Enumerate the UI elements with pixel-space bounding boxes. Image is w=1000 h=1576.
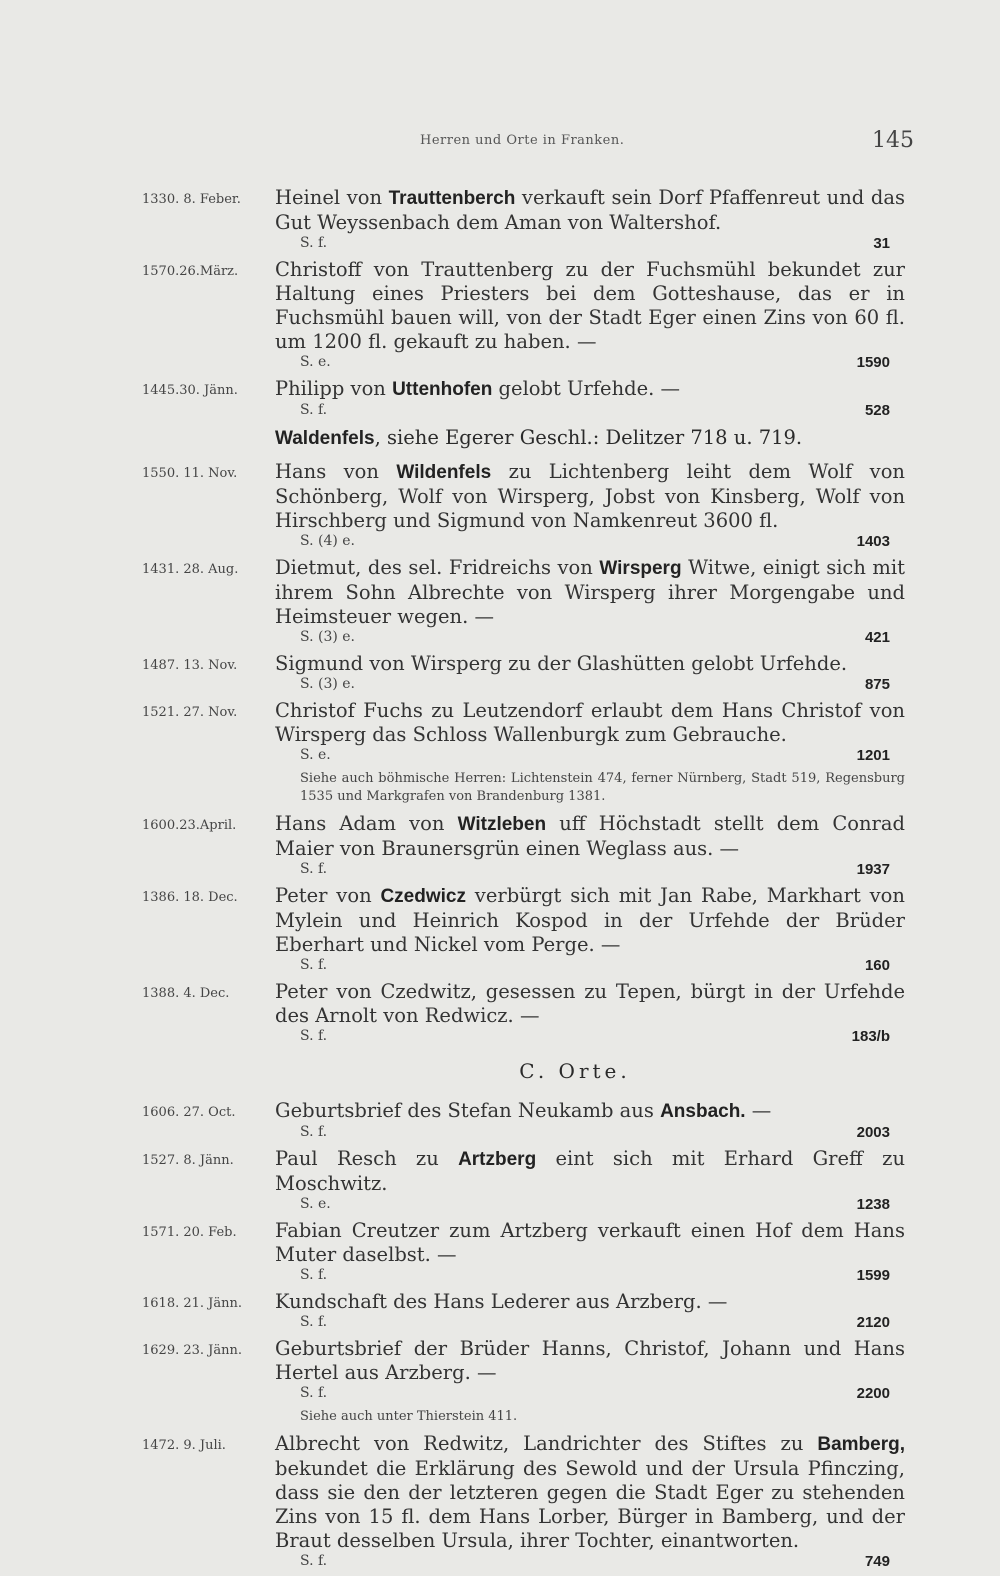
document-number: 31 <box>873 235 890 252</box>
entry-text-pre: Kundschaft des Hans Lederer aus Arzberg. — <box>275 1290 728 1313</box>
regest-entry <box>0 699 1000 764</box>
entry-text-pre: Christof Fuchs zu Leutzendorf erlaubt dem Hans Christof von Wirsperg das Schloss Wallenburgk zum Gebrauche. <box>275 699 905 746</box>
entry-text-post: zu Lichtenberg leiht dem Wolf von Schönberg, Wolf von Wirsperg, Jobst von Kinsberg, Wolf von Hirschberg und Sigmund von Namkenreut 3600 fl. <box>275 460 905 532</box>
document-number: 528 <box>864 402 890 419</box>
entry-text <box>275 1432 905 1553</box>
entry-text <box>275 1219 905 1267</box>
regest-entry <box>0 1147 1000 1213</box>
seal-abbreviation: S. (3) e. <box>300 676 356 692</box>
entry-text-pre: Geburtsbrief des Stefan Neukamb aus <box>275 1099 661 1122</box>
entry-text-pre: Geburtsbrief der Brüder Hanns, Christof, Johann und Hans Hertel aus Arzberg. — <box>275 1337 905 1384</box>
entry-text-pre: Hans Adam von <box>275 812 458 835</box>
document-number: 2120 <box>856 1314 890 1331</box>
entry-keyword: Ansbach. <box>660 1101 746 1122</box>
entry-keyword: Czedwicz <box>380 886 466 907</box>
document-number: 2003 <box>856 1124 890 1141</box>
entry-date: 1472. 9. Juli. <box>142 1438 226 1453</box>
document-number: 2200 <box>856 1385 890 1402</box>
seal-reference <box>300 747 890 764</box>
regest-entry <box>0 1432 1000 1570</box>
entry-date: 1487. 13. Nov. <box>142 658 238 673</box>
seal-reference <box>300 402 890 419</box>
entry-text-post: Witwe, einigt sich mit ihrem Sohn Albrechte von Wirsperg ihrer Morgengabe und Heimsteuer wegen. — <box>275 556 905 628</box>
waldenfels-name: Waldenfels <box>275 428 375 449</box>
entry-text <box>275 1147 905 1196</box>
regest-entry <box>0 1219 1000 1284</box>
entry-text <box>275 258 905 354</box>
entry-text <box>275 556 905 629</box>
regest-entry <box>0 980 1000 1045</box>
entry-text <box>275 1290 905 1314</box>
seal-abbreviation: S. f. <box>300 957 328 973</box>
seal-abbreviation: S. f. <box>300 1314 328 1330</box>
entry-text <box>275 884 905 957</box>
entry-date: 1330. 8. Feber. <box>142 192 241 207</box>
entry-text-post: uff Höchstadt stellt dem Conrad Maier von Braunersgrün einen Weglass aus. — <box>275 812 905 860</box>
entry-text-pre: Peter von <box>275 884 381 907</box>
page-number: 145 <box>872 128 914 153</box>
entry-text-pre: Hans von <box>275 460 397 483</box>
seal-reference <box>300 1385 890 1402</box>
seal-reference <box>300 1124 890 1141</box>
seal-abbreviation: S. f. <box>300 402 328 418</box>
seal-abbreviation: S. e. <box>300 747 331 763</box>
entry-keyword: Uttenhofen <box>392 379 493 400</box>
regest-entry <box>0 652 1000 693</box>
seal-abbreviation: S. f. <box>300 1124 328 1140</box>
seal-abbreviation: S. f. <box>300 1267 328 1283</box>
entry-date: 1386. 18. Dec. <box>142 890 238 905</box>
entry-date: 1570.26.März. <box>142 264 239 279</box>
entry-keyword: Trauttenberch <box>388 188 516 209</box>
entry-keyword: Witzleben <box>457 814 547 835</box>
document-number: 160 <box>864 957 890 974</box>
entry-text-post: — <box>745 1099 772 1122</box>
entry-text-post: verbürgt sich mit Jan Rabe, Markhart von Mylein und Heinrich Kospod in der Urfehde der Brüder Eberhart und Nickel vom Perge. — <box>275 884 905 956</box>
seal-reference <box>300 1028 890 1045</box>
seal-abbreviation: S. e. <box>300 354 331 370</box>
document-number: 421 <box>864 629 890 646</box>
page-content <box>0 186 1000 1576</box>
entries-herren-b <box>0 460 1000 764</box>
regest-entry <box>0 1337 1000 1402</box>
entry-text <box>275 652 905 676</box>
document-number: 1238 <box>856 1196 890 1213</box>
document-number: 1403 <box>856 533 890 550</box>
entry-text-pre: Christoff von Trauttenberg zu der Fuchsmühl bekundet zur Haltung eines Priesters bei dem Gotteshause, das er in Fuchsmühl bauen will, von der Stadt Eger einen Zins von 60 fl. um 1200 fl. gekauft zu haben. — <box>275 258 905 353</box>
entries-herren-c <box>0 812 1000 1045</box>
regest-entry <box>0 1099 1000 1141</box>
regest-entry <box>0 812 1000 878</box>
entry-text-pre: Albrecht von Redwitz, Landrichter des Stiftes zu <box>275 1432 818 1455</box>
entry-date: 1431. 28. Aug. <box>142 562 239 577</box>
entry-text <box>275 980 905 1028</box>
entry-text <box>275 812 905 861</box>
regest-entry <box>0 556 1000 646</box>
seal-reference <box>300 235 890 252</box>
seal-abbreviation: S. f. <box>300 1028 328 1044</box>
entry-text-pre: Philipp von <box>275 377 393 400</box>
document-number: 875 <box>864 676 890 693</box>
document-number: 183/b <box>851 1028 890 1045</box>
regest-entry <box>0 377 1000 419</box>
entry-text-pre: Dietmut, des sel. Fridreichs von <box>275 556 600 579</box>
seal-abbreviation: S. f. <box>300 1553 328 1569</box>
entry-text <box>275 699 905 747</box>
seal-reference <box>300 533 890 550</box>
entries-orte-b <box>0 1432 1000 1570</box>
cross-reference-note-2: Siehe auch unter Thierstein 411. <box>300 1409 518 1424</box>
seal-reference <box>300 354 890 371</box>
document-number: 749 <box>864 1553 890 1570</box>
entry-text <box>275 186 905 235</box>
entries-herren-a <box>0 186 1000 419</box>
seal-reference <box>300 861 890 878</box>
document-number: 1599 <box>856 1267 890 1284</box>
seal-reference <box>300 629 890 646</box>
entry-keyword: Wildenfels <box>396 462 492 483</box>
entry-text-pre: Paul Resch zu <box>275 1147 459 1170</box>
cross-reference-note: Siehe auch böhmische Herren: Lichtenstein 474, ferner Nürnberg, Stadt 519, Regensburg 1535 und Markgrafen von Brandenburg 1381. <box>300 771 905 804</box>
entry-date: 1600.23.April. <box>142 818 237 833</box>
section-title: C. Orte. <box>519 1059 631 1083</box>
entry-text-pre: Fabian Creutzer zum Artzberg verkauft einen Hof dem Hans Muter daselbst. — <box>275 1219 905 1266</box>
document-number: 1937 <box>856 861 890 878</box>
entry-text <box>275 377 905 402</box>
entry-keyword: Wirsperg <box>599 558 682 579</box>
seal-reference <box>300 676 890 693</box>
seal-reference <box>300 1196 890 1213</box>
entry-date: 1618. 21. Jänn. <box>142 1296 242 1311</box>
entry-text-post: eint sich mit Erhard Greff zu Moschwitz. <box>275 1147 905 1195</box>
entry-text-pre: Sigmund von Wirsperg zu der Glashütten gelobt Urfehde. <box>275 652 848 675</box>
entry-text <box>275 460 905 533</box>
entry-text-pre: Heinel von <box>275 186 389 209</box>
seal-abbreviation: S. (4) e. <box>300 533 356 549</box>
entry-date: 1527. 8. Jänn. <box>142 1153 234 1168</box>
regest-entry <box>0 460 1000 550</box>
entry-text-post: verkauft sein Dorf Pfaffenreut und das Gut Weyssenbach dem Aman von Waltershof. <box>275 186 905 234</box>
entry-text-post: gelobt Urfehde. — <box>492 377 681 400</box>
seal-reference <box>300 1553 890 1570</box>
entry-date: 1521. 27. Nov. <box>142 705 238 720</box>
regest-entry <box>0 884 1000 974</box>
entry-keyword: Bamberg, <box>817 1434 905 1455</box>
seal-reference <box>300 957 890 974</box>
entry-date: 1388. 4. Dec. <box>142 986 230 1001</box>
entry-date: 1571. 20. Feb. <box>142 1225 237 1240</box>
seal-reference <box>300 1314 890 1331</box>
document-number: 1201 <box>856 747 890 764</box>
running-head: Herren und Orte in Franken. <box>420 133 625 148</box>
waldenfels-text: , siehe Egerer Geschl.: Delitzer 718 u. 719. <box>374 426 803 449</box>
entry-date: 1445.30. Jänn. <box>142 383 238 398</box>
entry-date: 1629. 23. Jänn. <box>142 1343 242 1358</box>
document-number: 1590 <box>856 354 890 371</box>
entry-text <box>275 1337 905 1385</box>
regest-entry <box>0 1290 1000 1331</box>
seal-abbreviation: S. f. <box>300 235 328 251</box>
regest-entry <box>0 186 1000 252</box>
seal-abbreviation: S. f. <box>300 861 328 877</box>
entry-keyword: Artzberg <box>458 1149 537 1170</box>
seal-reference <box>300 1267 890 1284</box>
regest-entry <box>0 258 1000 371</box>
seal-abbreviation: S. (3) e. <box>300 629 356 645</box>
entry-date: 1606. 27. Oct. <box>142 1105 236 1120</box>
waldenfels-line <box>275 425 905 452</box>
seal-abbreviation: S. e. <box>300 1196 331 1212</box>
entry-text-post: bekundet die Erklärung des Sewold und der Ursula Pfinczing, dass sie den der letzteren gegen die Stadt Eger zu stehenden Zins von 15 fl. dem Hans Lorber, Bürger in Bamberg, und der Braut desselben Ursula, ihrer Tochter, einantworten. <box>275 1457 905 1552</box>
entry-text-pre: Peter von Czedwitz, gesessen zu Tepen, bürgt in der Urfehde des Arnolt von Redwicz. — <box>275 980 905 1027</box>
entries-orte-a <box>0 1099 1000 1402</box>
seal-abbreviation: S. f. <box>300 1385 328 1401</box>
entry-date: 1550. 11. Nov. <box>142 466 238 481</box>
entry-text <box>275 1099 905 1124</box>
